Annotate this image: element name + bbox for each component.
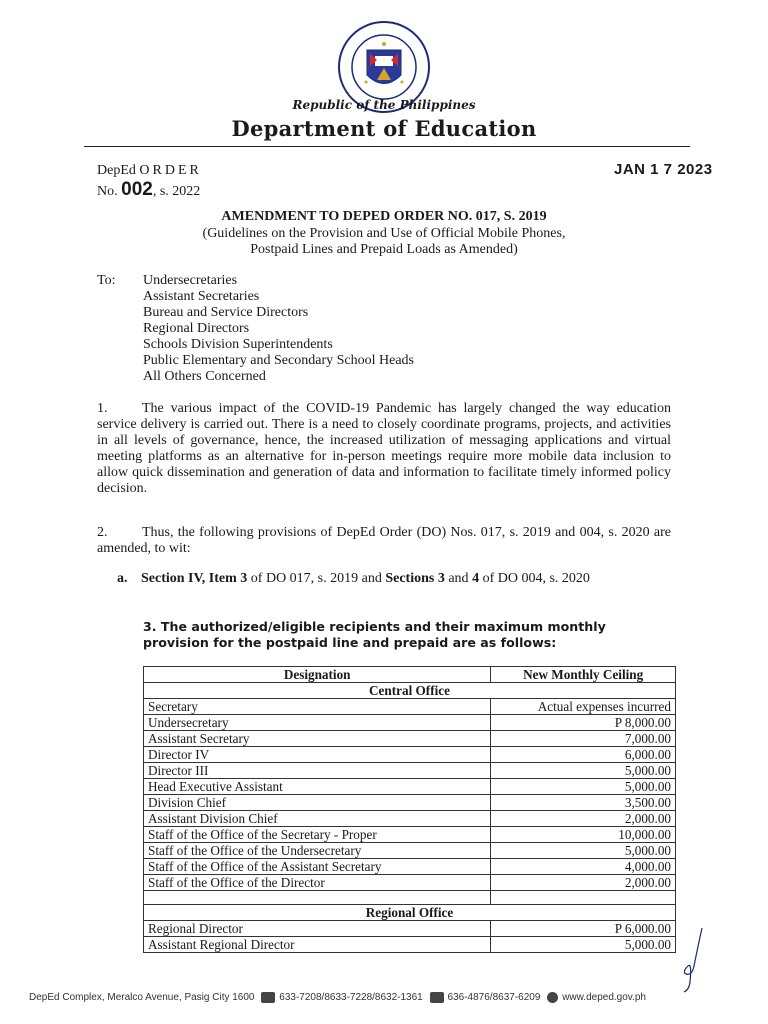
regional-office-rows: [144, 921, 676, 953]
designation-cell: Director IV: [144, 747, 491, 763]
designation-cell: Staff of the Office of the Assistant Secretary: [144, 859, 491, 875]
recipient-item: Undersecretaries: [143, 273, 238, 288]
recipient-item: Assistant Secretaries: [143, 289, 260, 304]
designation-cell: Director III: [144, 763, 491, 779]
table-row: [144, 731, 676, 747]
designation-cell: Assistant Regional Director: [144, 937, 491, 953]
item-a-part-4: and: [444, 571, 473, 586]
recipient-item: All Others Concerned: [143, 369, 266, 384]
central-office-heading: Central Office: [144, 683, 676, 699]
table-row: [144, 859, 676, 875]
date-stamp: JAN 1 7 2023: [614, 161, 713, 178]
item-a-label: a.: [117, 571, 128, 586]
table-row: [144, 747, 676, 763]
ceiling-cell: 7,000.00: [491, 731, 676, 747]
footer-address: DepEd Complex, Meralco Avenue, Pasig City 1600: [29, 992, 255, 1004]
table-row: [144, 891, 676, 905]
table-section-row: [144, 683, 676, 699]
designation-cell: Staff of the Office of the Director: [144, 875, 491, 891]
designation-cell: Assistant Secretary: [144, 731, 491, 747]
designation-cell: Staff of the Office of the Secretary - Proper: [144, 827, 491, 843]
item-a-part-1: Section IV, Item 3: [141, 571, 248, 586]
designation-cell: Staff of the Office of the Undersecretary: [144, 843, 491, 859]
item-a-part-5: 4: [472, 571, 480, 586]
ceiling-cell: P 6,000.00: [491, 921, 676, 937]
paragraph-1-text: The various impact of the COVID-19 Pandemic has largely changed the way education service delivery is carried out. There is a need to closely coordinate programs, projects, and activities in all levels of governance, hence, the increased utilization of messaging applications and virtual meeting platforms as an alternative for in-person meetings require more mobile data inclusion to allow quick dissemination and generation of data and information to facilitate timely informed policy decision.: [97, 401, 671, 496]
column-header-designation: Designation: [144, 667, 491, 683]
department-heading: Department of Education: [231, 116, 537, 141]
recipient-list: [143, 273, 414, 385]
table-cell: [144, 891, 491, 905]
document-subtitle-line-1: (Guidelines on the Provision and Use of Official Mobile Phones,: [202, 226, 566, 241]
footer-fax: 636-4876/8637-6209: [447, 992, 541, 1004]
table-header-row: [144, 667, 676, 683]
order-label-word: ORDER: [139, 163, 202, 178]
recipient-item: Public Elementary and Secondary School Heads: [143, 353, 414, 368]
table-cell: [491, 891, 676, 905]
designation-cell: Regional Director: [144, 921, 491, 937]
document-subtitle-line-2: Postpaid Lines and Prepaid Loads as Amended): [250, 242, 518, 257]
ceiling-cell: 5,000.00: [491, 843, 676, 859]
republic-heading: Republic of the Philippines: [292, 98, 476, 112]
ceiling-cell: 2,000.00: [491, 811, 676, 827]
ceiling-cell: 3,500.00: [491, 795, 676, 811]
to-label: To:: [97, 273, 116, 288]
ceiling-cell: P 8,000.00: [491, 715, 676, 731]
item-a-part-3: Sections 3: [385, 571, 445, 586]
paragraph-2: [97, 525, 671, 557]
item-a-part-2: of DO 017, s. 2019 and: [247, 571, 386, 586]
order-number-line: [97, 179, 200, 201]
table-row: [144, 699, 676, 715]
recipient-item: Bureau and Service Directors: [143, 305, 309, 320]
table-row: [144, 827, 676, 843]
ceiling-cell: 6,000.00: [491, 747, 676, 763]
paragraph-1: [97, 401, 671, 497]
table-row: [144, 795, 676, 811]
globe-icon: [547, 992, 558, 1003]
table-row: [144, 763, 676, 779]
table-row: [144, 937, 676, 953]
table-section-row: [144, 905, 676, 921]
document-title: AMENDMENT TO DEPED ORDER NO. 017, S. 2019: [221, 209, 547, 224]
designation-cell: Division Chief: [144, 795, 491, 811]
paragraph-1-number: 1.: [97, 401, 108, 416]
ceiling-cell: 5,000.00: [491, 779, 676, 795]
ceiling-cell: 4,000.00: [491, 859, 676, 875]
designation-cell: Head Executive Assistant: [144, 779, 491, 795]
table-row: [144, 843, 676, 859]
paragraph-2-text: Thus, the following provisions of DepEd Order (DO) Nos. 017, s. 2019 and 004, s. 2020 are amended, to wit:: [97, 525, 671, 556]
table-row: [144, 779, 676, 795]
ceiling-cell: 5,000.00: [491, 937, 676, 953]
designation-cell: Assistant Division Chief: [144, 811, 491, 827]
item-a-part-6: of DO 004, s. 2020: [479, 571, 590, 586]
order-label-prefix: DepEd: [97, 163, 136, 178]
footer-phone: 633-7208/8633-7228/8632-1361: [279, 992, 423, 1004]
ceiling-cell: 5,000.00: [491, 763, 676, 779]
designation-cell: Undersecretary: [144, 715, 491, 731]
order-label: [97, 163, 202, 179]
regional-office-heading: Regional Office: [144, 905, 676, 921]
fax-icon: [430, 992, 444, 1003]
paragraph-2-number: 2.: [97, 525, 108, 540]
table-row: [144, 875, 676, 891]
table-row: [144, 811, 676, 827]
section-3-heading: 3. The authorized/eligible recipients and their maximum monthly provision for the postpaid line and prepaid are as follows:: [143, 619, 606, 650]
ceiling-cell: 2,000.00: [491, 875, 676, 891]
header-divider: [84, 146, 690, 147]
footer: [29, 992, 650, 1003]
recipient-item: Schools Division Superintendents: [143, 337, 333, 352]
recipient-item: Regional Directors: [143, 321, 250, 336]
phone-icon: [261, 992, 275, 1003]
ceiling-cell: Actual expenses incurred: [491, 699, 676, 715]
central-office-rows: [144, 699, 676, 891]
footer-website: www.deped.gov.ph: [562, 992, 646, 1004]
item-a: [117, 571, 667, 587]
table-row: [144, 715, 676, 731]
ceiling-table: [143, 666, 676, 953]
designation-cell: Secretary: [144, 699, 491, 715]
ceiling-cell: 10,000.00: [491, 827, 676, 843]
table-row: [144, 921, 676, 937]
order-number: 002: [121, 179, 153, 200]
handwritten-signature: [672, 926, 712, 996]
order-series: , s. 2022: [152, 184, 201, 199]
column-header-ceiling: New Monthly Ceiling: [491, 667, 676, 683]
order-no-prefix: No.: [97, 184, 118, 199]
